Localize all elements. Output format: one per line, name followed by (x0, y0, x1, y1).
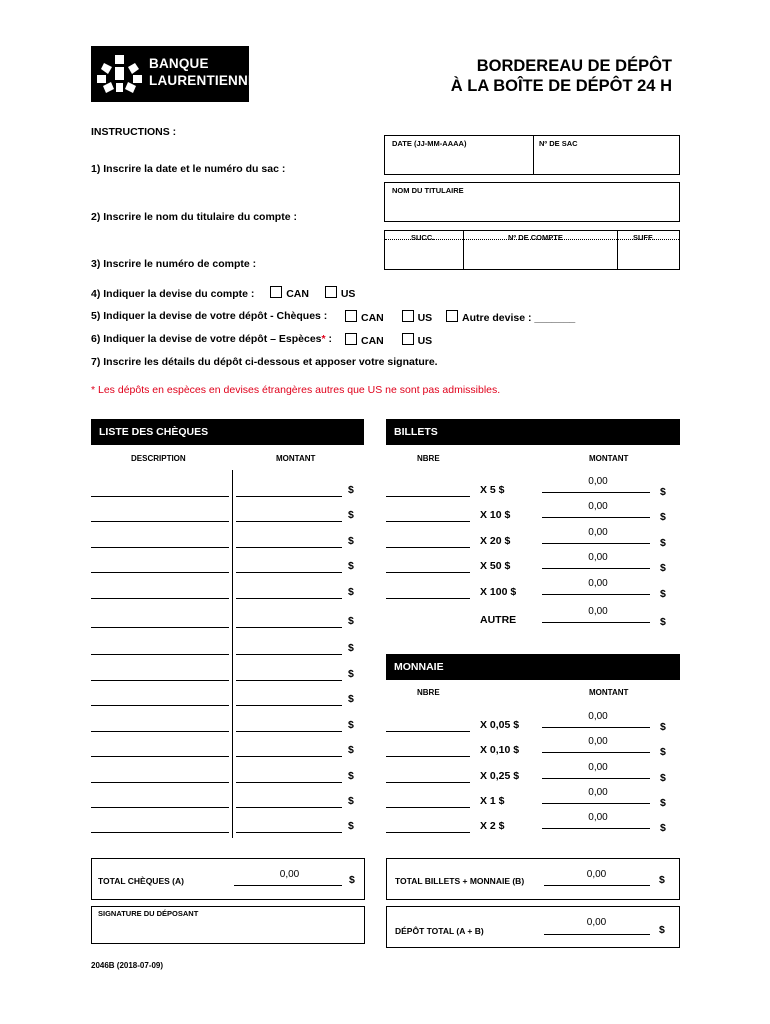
bank-logo (91, 46, 258, 102)
bank-name-line1: BANQUE (149, 56, 209, 71)
coin-amount-line (542, 828, 650, 829)
cheque-amount-line[interactable] (236, 832, 342, 833)
cheques-description-header: DESCRIPTION (131, 454, 186, 463)
cheque-currency-sign: $ (348, 509, 354, 521)
cheque-description-line[interactable] (91, 627, 229, 628)
suffix-label: SUFF. (633, 233, 654, 242)
bill-denomination: X 5 $ (480, 484, 505, 496)
cheque-currency-options (345, 310, 575, 324)
total-bills-coins-box (386, 858, 680, 900)
deposit-total-box (386, 906, 680, 948)
bill-amount-value[interactable]: 0,00 (588, 552, 608, 563)
coin-count-line[interactable] (386, 756, 470, 757)
bill-amount-value[interactable]: 0,00 (588, 578, 608, 589)
bill-denomination: X 10 $ (480, 509, 511, 521)
cheque-amount-line[interactable] (236, 756, 342, 757)
cheque-currency-other-checkbox[interactable] (446, 310, 458, 322)
cheque-currency-sign: $ (348, 560, 354, 572)
total-cheques-value[interactable]: 0,00 (279, 869, 300, 880)
account-currency-can-checkbox[interactable] (270, 286, 282, 298)
coin-amount-value[interactable]: 0,00 (588, 736, 608, 747)
form-title (451, 56, 672, 96)
cheque-amount-line[interactable] (236, 627, 342, 628)
cheque-currency-us-checkbox[interactable] (402, 310, 414, 322)
coin-currency-sign: $ (660, 822, 666, 834)
total-cheques-label: TOTAL CHÈQUES (A) (98, 876, 184, 886)
cheques-header-bar: LISTE DES CHÈQUES (91, 419, 364, 445)
coin-count-line[interactable] (386, 832, 470, 833)
cash-currency-us-checkbox[interactable] (402, 333, 414, 345)
date-input[interactable] (386, 148, 531, 172)
cheque-amount-line[interactable] (236, 496, 342, 497)
signature-box[interactable] (91, 906, 365, 944)
bill-amount-value[interactable]: 0,00 (588, 501, 608, 512)
bill-amount-line (542, 543, 650, 544)
cheque-description-line[interactable] (91, 654, 229, 655)
cheque-currency-sign: $ (348, 770, 354, 782)
cheque-description-line[interactable] (91, 731, 229, 732)
bills-header-bar: BILLETS (386, 419, 680, 445)
total-cheques-box (91, 858, 365, 900)
bills-count-header: NBRE (417, 454, 440, 463)
coin-count-line[interactable] (386, 731, 470, 732)
cheque-description-line[interactable] (91, 496, 229, 497)
bill-currency-sign: $ (660, 511, 666, 523)
account-divider-2 (617, 231, 618, 269)
cheque-amount-line[interactable] (236, 807, 342, 808)
coin-count-line[interactable] (386, 782, 470, 783)
coin-currency-sign: $ (660, 797, 666, 809)
total-bills-coins-line (544, 885, 650, 886)
cheque-currency-sign: $ (348, 668, 354, 680)
cheque-currency-sign: $ (348, 535, 354, 547)
instruction-step7: 7) Inscrire les détails du dépôt ci-dessous et apposer votre signature. (91, 356, 438, 368)
cash-currency-note: * Les dépôts en espèces en devises étrangères autres que US ne sont pas admissibles. (91, 384, 501, 396)
bank-name-line2: LAURENTIENNE (149, 73, 258, 88)
cheque-currency-sign: $ (348, 719, 354, 731)
bills-amount-header: MONTANT (589, 454, 629, 463)
bag-number-label: Nº DE SAC (539, 139, 578, 148)
coin-amount-line (542, 752, 650, 753)
cheques-amount-header: MONTANT (276, 454, 316, 463)
bill-denomination: X 50 $ (480, 560, 511, 572)
cheque-currency-sign: $ (348, 744, 354, 756)
instruction-step5: 5) Indiquer la devise de votre dépôt - Chèques : (91, 310, 328, 322)
bill-amount-line (542, 492, 650, 493)
coin-currency-sign: $ (660, 746, 666, 758)
bag-number-input[interactable] (535, 148, 677, 172)
cheque-currency-can-checkbox[interactable] (345, 310, 357, 322)
coins-header-bar: MONNAIE (386, 654, 680, 680)
cash-currency-can-checkbox[interactable] (345, 333, 357, 345)
bill-count-line[interactable] (386, 496, 470, 497)
cheque-description-line[interactable] (91, 832, 229, 833)
cash-currency-can-label: CAN (361, 335, 384, 347)
bill-count-line[interactable] (386, 572, 470, 573)
account-divider-1 (463, 231, 464, 269)
cheque-currency-us-label: US (417, 312, 433, 324)
total-bills-coins-currency: $ (659, 874, 665, 886)
form-code: 2046B (2018-07-09) (91, 961, 164, 970)
account-currency-can-label: CAN (286, 288, 309, 300)
account-number-label: Nº DE COMPTE (508, 233, 563, 242)
cheque-currency-sign: $ (348, 642, 354, 654)
account-currency-us-checkbox[interactable] (325, 286, 337, 298)
bill-amount-line (542, 568, 650, 569)
cheque-currency-sign: $ (348, 615, 354, 627)
instruction-step6-asterisk: * (321, 333, 326, 345)
bill-amount-line (542, 622, 650, 623)
total-bills-coins-label: TOTAL BILLETS + MONNAIE (B) (395, 876, 525, 886)
coin-denomination: X 0,05 $ (480, 719, 520, 731)
instruction-step3: 3) Inscrire le numéro de compte : (91, 258, 257, 270)
coin-denomination: X 0,10 $ (480, 744, 520, 756)
cheque-currency-sign: $ (348, 820, 354, 832)
coin-amount-value[interactable]: 0,00 (588, 787, 608, 798)
cheque-amount-line[interactable] (236, 731, 342, 732)
cheque-description-line[interactable] (91, 572, 229, 573)
bill-denomination: X 100 $ (480, 586, 517, 598)
instruction-step4 (91, 286, 355, 300)
holder-box (384, 182, 680, 222)
coin-count-line[interactable] (386, 807, 470, 808)
deposit-total-value[interactable]: 0,00 (586, 917, 607, 928)
cheque-currency-sign: $ (348, 693, 354, 705)
instruction-step2: 2) Inscrire le nom du titulaire du compte : (91, 211, 297, 223)
branch-input[interactable] (386, 243, 461, 267)
bill-currency-sign: $ (660, 588, 666, 600)
cheque-currency-can-label: CAN (361, 312, 384, 324)
cheque-amount-line[interactable] (236, 572, 342, 573)
coin-amount-line (542, 727, 650, 728)
coin-amount-value[interactable]: 0,00 (588, 812, 608, 823)
account-number-input[interactable] (465, 243, 615, 267)
cheques-column-divider (232, 470, 233, 838)
total-cheques-currency: $ (349, 874, 355, 886)
coin-currency-sign: $ (660, 721, 666, 733)
bill-denomination: AUTRE (480, 614, 517, 626)
bill-amount-value[interactable]: 0,00 (588, 606, 608, 617)
bill-count-line[interactable] (386, 547, 470, 548)
coin-denomination: X 0,25 $ (480, 770, 520, 782)
date-bag-divider (533, 136, 534, 174)
instruction-step1: 1) Inscrire la date et le numéro du sac : (91, 163, 286, 175)
holder-input[interactable] (386, 195, 676, 219)
bill-amount-value[interactable]: 0,00 (588, 476, 608, 487)
cheque-currency-sign: $ (348, 586, 354, 598)
coins-count-header: NBRE (417, 688, 440, 697)
deposit-total-currency: $ (659, 924, 665, 936)
coin-denomination: X 2 $ (480, 820, 505, 832)
deposit-total-line (544, 934, 650, 935)
coin-amount-value[interactable]: 0,00 (588, 762, 608, 773)
cheque-description-line[interactable] (91, 705, 229, 706)
date-field-label: DATE (JJ-MM-AAAA) (392, 139, 467, 148)
cheque-description-line[interactable] (91, 680, 229, 681)
coin-amount-line (542, 803, 650, 804)
cash-currency-us-label: US (417, 335, 433, 347)
cheque-amount-line[interactable] (236, 598, 342, 599)
holder-field-label: NOM DU TITULAIRE (392, 186, 464, 195)
cheque-amount-line[interactable] (236, 654, 342, 655)
cheque-description-line[interactable] (91, 598, 229, 599)
branch-label: SUCC. (411, 233, 435, 242)
cheque-amount-line[interactable] (236, 547, 342, 548)
suffix-input[interactable] (619, 243, 677, 267)
instructions-heading: INSTRUCTIONS : (91, 126, 177, 138)
cheque-description-line[interactable] (91, 807, 229, 808)
cheque-description-line[interactable] (91, 782, 229, 783)
coin-currency-sign: $ (660, 772, 666, 784)
signature-label: SIGNATURE DU DÉPOSANT (98, 909, 199, 918)
cheque-currency-sign: $ (348, 795, 354, 807)
cash-currency-options (345, 333, 432, 347)
cheque-currency-other-label: Autre devise : _______ (462, 312, 576, 324)
bill-currency-sign: $ (660, 616, 666, 628)
coin-denomination: X 1 $ (480, 795, 505, 807)
bill-amount-line (542, 517, 650, 518)
form-title-line2: À LA BOÎTE DE DÉPÔT 24 H (450, 77, 672, 95)
coin-amount-line (542, 778, 650, 779)
bill-currency-sign: $ (660, 562, 666, 574)
form-title-line1: BORDEREAU DE DÉPÔT (476, 57, 672, 75)
account-currency-us-label: US (340, 288, 356, 300)
instruction-step6 (91, 333, 332, 345)
cheque-description-line[interactable] (91, 521, 229, 522)
instruction-step6-text: 6) Indiquer la devise de votre dépôt – Espèces (91, 333, 322, 345)
coin-amount-value[interactable]: 0,00 (588, 711, 608, 722)
cheque-amount-line[interactable] (236, 680, 342, 681)
bill-amount-value[interactable]: 0,00 (588, 527, 608, 538)
cheque-amount-line[interactable] (236, 782, 342, 783)
deposit-total-label: DÉPÔT TOTAL (A + B) (395, 926, 484, 936)
cheque-description-line[interactable] (91, 547, 229, 548)
bill-count-line[interactable] (386, 598, 470, 599)
coins-amount-header: MONTANT (589, 688, 629, 697)
cheque-description-line[interactable] (91, 756, 229, 757)
total-bills-coins-value[interactable]: 0,00 (586, 869, 607, 880)
cheque-amount-line[interactable] (236, 521, 342, 522)
total-cheques-line (234, 885, 342, 886)
bill-count-line[interactable] (386, 521, 470, 522)
bill-currency-sign: $ (660, 537, 666, 549)
bank-logo-icon (95, 53, 145, 95)
date-bag-box (384, 135, 680, 175)
bill-denomination: X 20 $ (480, 535, 511, 547)
bill-amount-line (542, 594, 650, 595)
instruction-step4-text: 4) Indiquer la devise du compte : (91, 288, 255, 300)
cheque-currency-sign: $ (348, 484, 354, 496)
bill-currency-sign: $ (660, 486, 666, 498)
cheque-amount-line[interactable] (236, 705, 342, 706)
instruction-step6-colon: : (325, 333, 333, 345)
account-box (384, 230, 680, 270)
